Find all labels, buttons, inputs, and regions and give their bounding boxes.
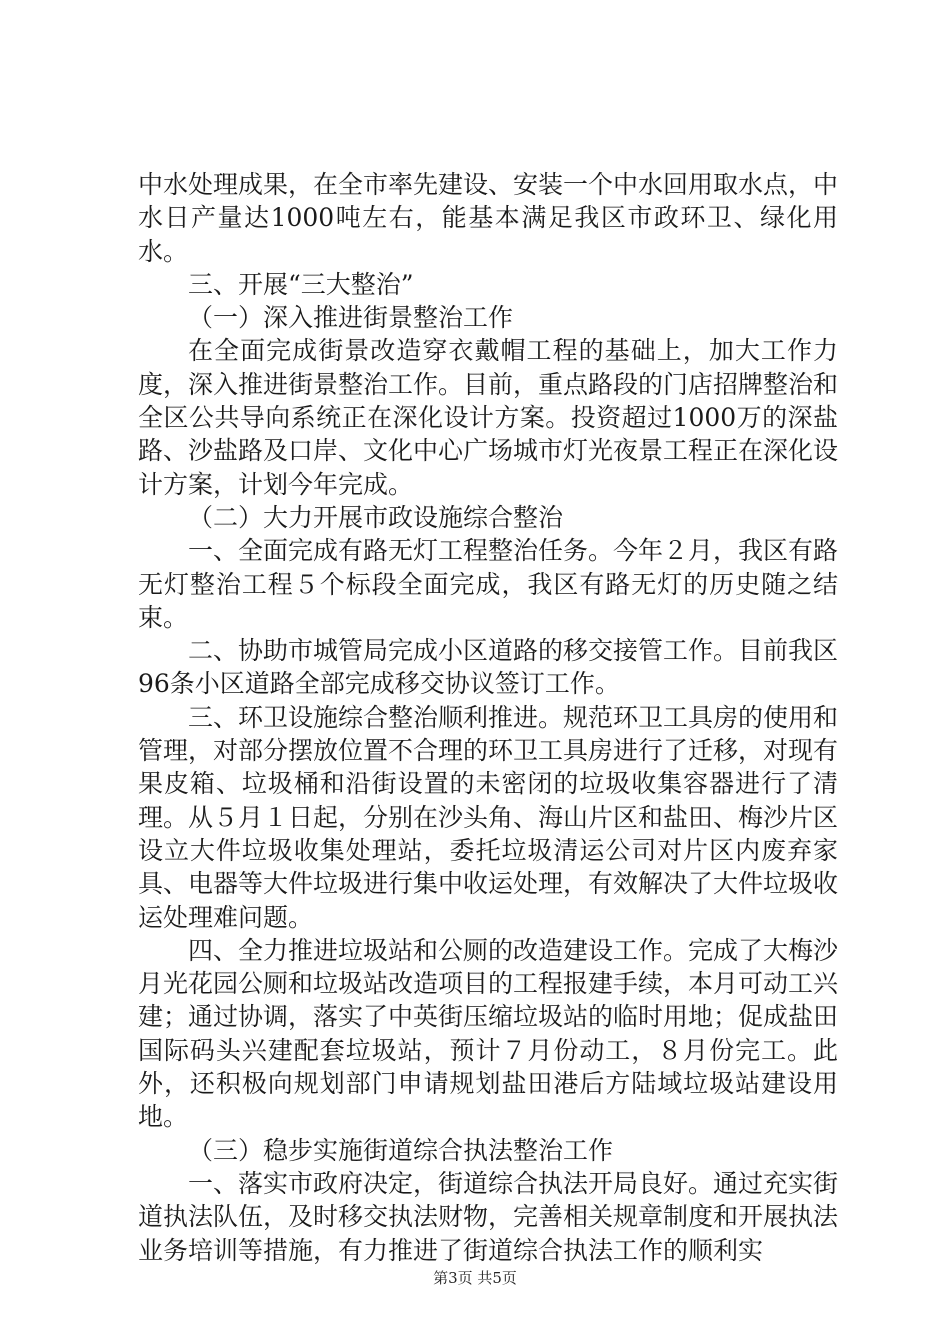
subsection-heading-streetscape: （一）深入推进街景整治工作 — [188, 303, 514, 333]
page-number-footer: 第3页 共5页 — [433, 1269, 517, 1287]
paragraph-sanitation-facilities: 三、环卫设施综合整治顺利推进。规范环卫工具房的使用和管理，对部分摆放位置不合理的环卫工具房进行了迁移，对现有果皮箱、垃圾桶和沿街设置的未密闭的垃圾收集容器进行了清理。从５月１日起，分别在沙头角、海山片区和盐田、梅沙片区设立大件垃圾收集处理站，委托垃圾清运公司对片区内废弃家具、电器等大件垃圾进行集中收运处理，有效解决了大件垃圾收运处理难问题。 — [138, 702, 839, 932]
paragraph-community-roads: 二、协助市城管局完成小区道路的移交接管工作。目前我区96条小区道路全部完成移交协议签订工作。 — [138, 636, 839, 699]
subsection-heading-municipal-facilities: （二）大力开展市政设施综合整治 — [188, 502, 564, 532]
paragraph-continuation: 中水处理成果，在全市率先建设、安装一个中水回用取水点，中水日产量达1000吨左右，能基本满足我区市政环卫、绿化用水。 — [138, 170, 839, 266]
paragraph-streetscape: 在全面完成街景改造穿衣戴帽工程的基础上，加大工作力度，深入推进街景整治工作。目前，重点路段的门店招牌整治和全区公共导向系统正在深化设计方案。投资超过1000万的深盐路、沙盐路及口岸、文化中心广场城市灯光夜景工程正在深化设计方案，计划今年完成。 — [138, 336, 839, 499]
paragraph-street-lights: 一、全面完成有路无灯工程整治任务。今年２月，我区有路无灯整治工程５个标段全面完成，我区有路无灯的历史随之结束。 — [138, 536, 839, 632]
paragraph-enforcement: 一、落实市政府决定，街道综合执法开局良好。通过充实街道执法队伍，及时移交执法财物，完善相关规章制度和开展执法业务培训等措施，有力推进了街道综合执法工作的顺利实 — [138, 1168, 839, 1265]
section-heading-three-rectifications: 三、开展“三大整治” — [188, 269, 414, 299]
paragraph-garbage-stations-toilets: 四、全力推进垃圾站和公厕的改造建设工作。完成了大梅沙月光花园公厕和垃圾站改造项目的工程报建手续，本月可动工兴建；通过协调，落实了中英街压缩垃圾站的临时用地；促成盐田国际码头兴建配套垃圾站，预计７月份动工，８月份完工。此外，还积极向规划部门申请规划盐田港后方陆域垃圾站建设用地。 — [138, 935, 839, 1132]
document-body — [138, 168, 838, 1267]
subsection-heading-street-enforcement: （三）稳步实施街道综合执法整治工作 — [188, 1135, 614, 1165]
